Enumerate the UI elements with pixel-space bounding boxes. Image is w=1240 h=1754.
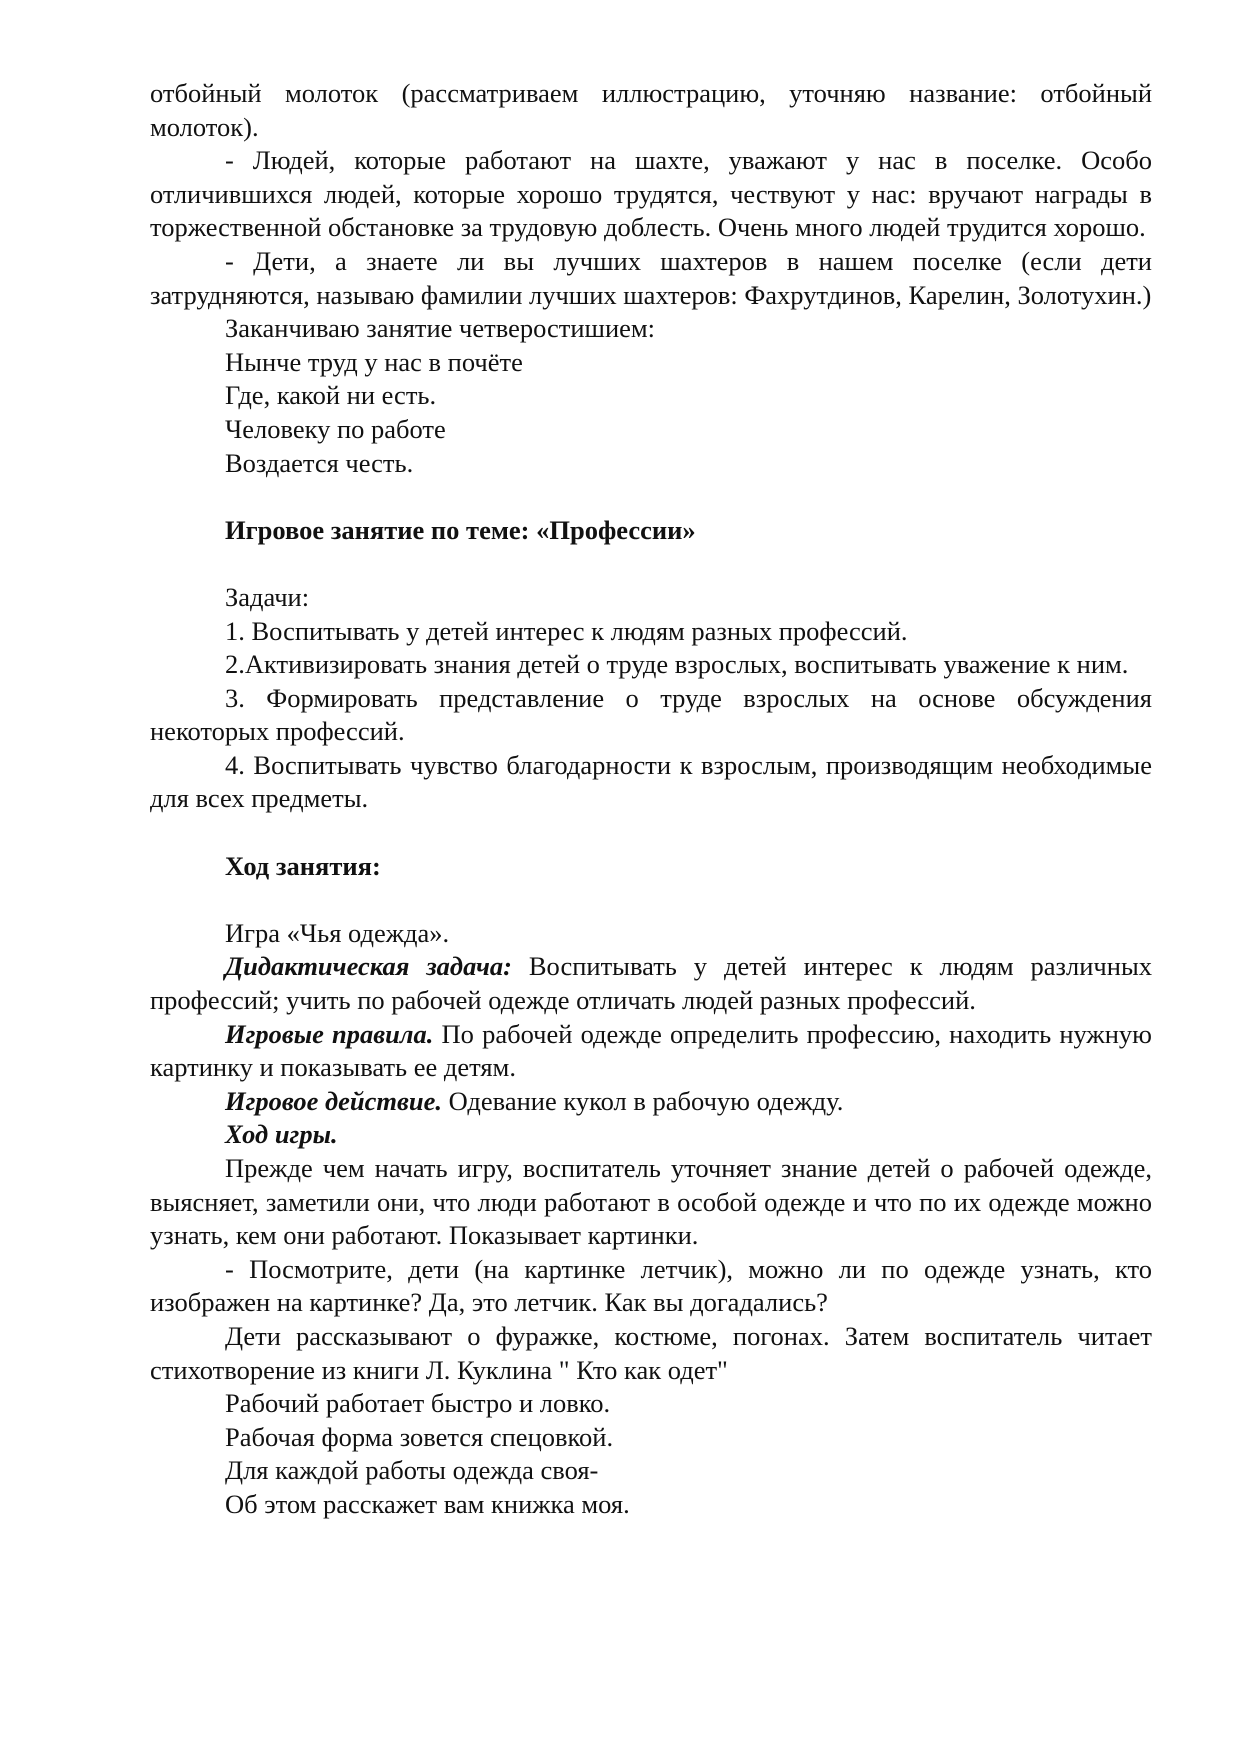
didactic-text: Воспитывать у детей интерес к людям различных профессий; учить по рабочей одежде отличать людей разных профессий. [150,951,1152,1016]
poem-line: Рабочий работает быстро и ловко. [225,1388,611,1419]
action-text: Одевание кукол в рабочую одежду. [442,1085,844,1116]
section-heading: Игровое занятие по теме: «Профессии» [225,514,696,545]
task-item: 1. Воспитывать у детей интерес к людям разных профессий. [225,615,908,646]
paragraph: Дети рассказывают о фуражке, костюме, погонах. Затем воспитатель читает стихотворение из книги Л. Куклина " Кто как одет" [150,1320,1152,1385]
paragraph: Заканчиваю занятие четверостишием: [225,313,656,344]
paragraph: - Людей, которые работают на шахте, уважают у нас в поселке. Особо отличившихся людей, которые хорошо трудятся, чествуют у нас: вручают награды в торжественной обстановке за трудовую доблесть. Очень много людей трудится хорошо. [150,145,1152,243]
poem-line: Для каждой работы одежда своя- [225,1455,599,1486]
game-title: Игра «Чья одежда». [225,917,450,948]
spacer [150,816,1152,850]
rules-text: По рабочей одежде определить профессию, находить нужную картинку и показывать ее детям. [150,1018,1152,1083]
poem-line: Нынче труд у нас в почёте [225,346,523,377]
paragraph: Прежде чем начать игру, воспитатель уточняет знание детей о рабочей одежде, выясняет, заметили они, что люди работают в особой одежде и что по их одежде можно узнать, кем они работают. Показывает картинки. [150,1153,1152,1251]
task-item: 2.Активизировать знания детей о труде взрослых, воспитывать уважение к ним. [225,649,1129,680]
poem-line: Об этом расскажет вам книжка моя. [225,1488,630,1519]
task-item: 3. Формировать представление о труде взрослых на основе обсуждения некоторых профессий. [150,682,1152,747]
spacer [150,883,1152,917]
poem-line: Человеку по работе [225,413,446,444]
didactic-label: Дидактическая задача: [225,951,512,982]
action-label: Игровое действие. [225,1085,443,1116]
spacer [150,480,1152,514]
tasks-label: Задачи: [225,581,310,612]
paragraph: - Посмотрите, дети (на картинке летчик), можно ли по одежде узнать, кто изображен на картинке? Да, это летчик. Как вы догадались? [150,1253,1152,1318]
spacer [150,547,1152,581]
paragraph: - Дети, а знаете ли вы лучших шахтеров в нашем поселке (если дети затрудняются, называю фамилии лучших шахтеров: Фахрутдинов, Карелин, Золотухин.) [150,245,1152,310]
poem-line: Где, какой ни есть. [225,380,437,411]
section-heading: Ход занятия: [225,850,381,881]
document-page [150,77,1152,1522]
paragraph [150,1085,1152,1119]
course-label: Ход игры. [225,1119,338,1150]
rules-label: Игровые правила. [225,1018,434,1049]
poem-line: Воздается честь. [225,447,414,478]
paragraph: отбойный молоток (рассматриваем иллюстрацию, уточняю название: отбойный молоток). [150,78,1152,142]
paragraph [150,1018,1152,1085]
poem-line: Рабочая форма зовется спецовкой. [225,1421,614,1452]
paragraph [150,950,1152,1017]
task-item: 4. Воспитывать чувство благодарности к взрослым, производящим необходимые для всех предметы. [150,749,1152,814]
